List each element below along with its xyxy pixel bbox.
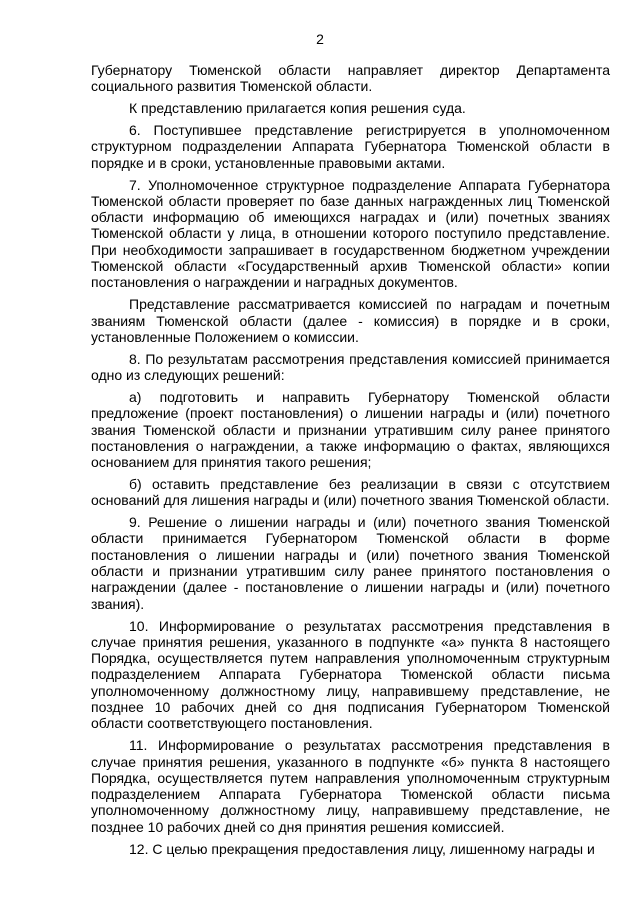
paragraph-item-6: 6. Поступившее представление регистрируется в уполномоченном структурном подразделении Аппарата Губернатора Тюменской области в порядке и в сроки, установленные правовыми актами. [91, 122, 610, 171]
paragraph-continuation: Губернатору Тюменской области направляет директор Департамента социального развития Тюменской области. [91, 62, 610, 95]
paragraph-attachment: К представлению прилагается копия решения суда. [129, 100, 466, 117]
paragraph-item-12: 12. С целью прекращения предоставления лицу, лишенному награды и [129, 840, 595, 857]
paragraph-commission-review: Представление рассматривается комиссией по наградам и почетным званиям Тюменской области (далее - комиссия) в порядке и в сроки, установленные Положением о комиссии. [91, 296, 610, 345]
paragraph-item-8b: б) оставить представление без реализации в связи с отсутствием оснований для лишения награды и (или) почетного звания Тюменской области. [91, 475, 610, 509]
paragraph-item-10: 10. Информирование о результатах рассмотрения представления в случае принятия решения, указанного в подпункте «а» пункта 8 настоящего Порядка, осуществляется путем направления уполномоченным структурным подразделением Аппарата Губернатора Тюменской области письма уполномоченному должностному лицу, направившему представление, не позднее 10 рабочих дней со дня подписания Губернатором Тюменской области соответствующего постановления. [91, 617, 610, 732]
document-body [91, 62, 610, 862]
paragraph-item-8: 8. По результатам рассмотрения представления комиссией принимается одно из следующих решений: [91, 350, 610, 384]
paragraph-item-8a: а) подготовить и направить Губернатору Тюменской области предложение (проект постановления) о лишении награды и (или) почетного звания Тюменской области и признании утратившим силу ранее принятого постановления о награждении, а также информацию о фактах, являющихся основанием для принятия такого решения; [91, 388, 610, 471]
paragraph-item-11: 11. Информирование о результатах рассмотрения представления в случае принятия решения, указанного в подпункте «б» пункта 8 настоящего Порядка, осуществляется путем направления уполномоченным структурным подразделением Аппарата Губернатора Тюменской области письма уполномоченному должностному лицу, направившему представление, не позднее 10 рабочих дней со дня принятия решения комиссией. [91, 737, 610, 835]
page-number: 2 [316, 31, 324, 47]
paragraph-item-7: 7. Уполномоченное структурное подразделение Аппарата Губернатора Тюменской области проверяет по базе данных награжденных лиц Тюменской области информацию об имеющихся наградах и (или) почетных званиях Тюменской области у лица, в отношении которого поступило представление. При необходимости запрашивает в государственном бюджетном учреждении Тюменской области «Государственный архив Тюменской области» копии постановления о награждении и наградных документов. [91, 176, 610, 291]
paragraph-item-9: 9. Решение о лишении награды и (или) почетного звания Тюменской области принимается Губернатором Тюменской области в форме постановления о лишении награды и (или) почетного звания Тюменской области и признании утратившим силу ранее принятого постановления о награждении (далее - постановление о лишении награды и (или) почетного звания). [91, 514, 610, 612]
